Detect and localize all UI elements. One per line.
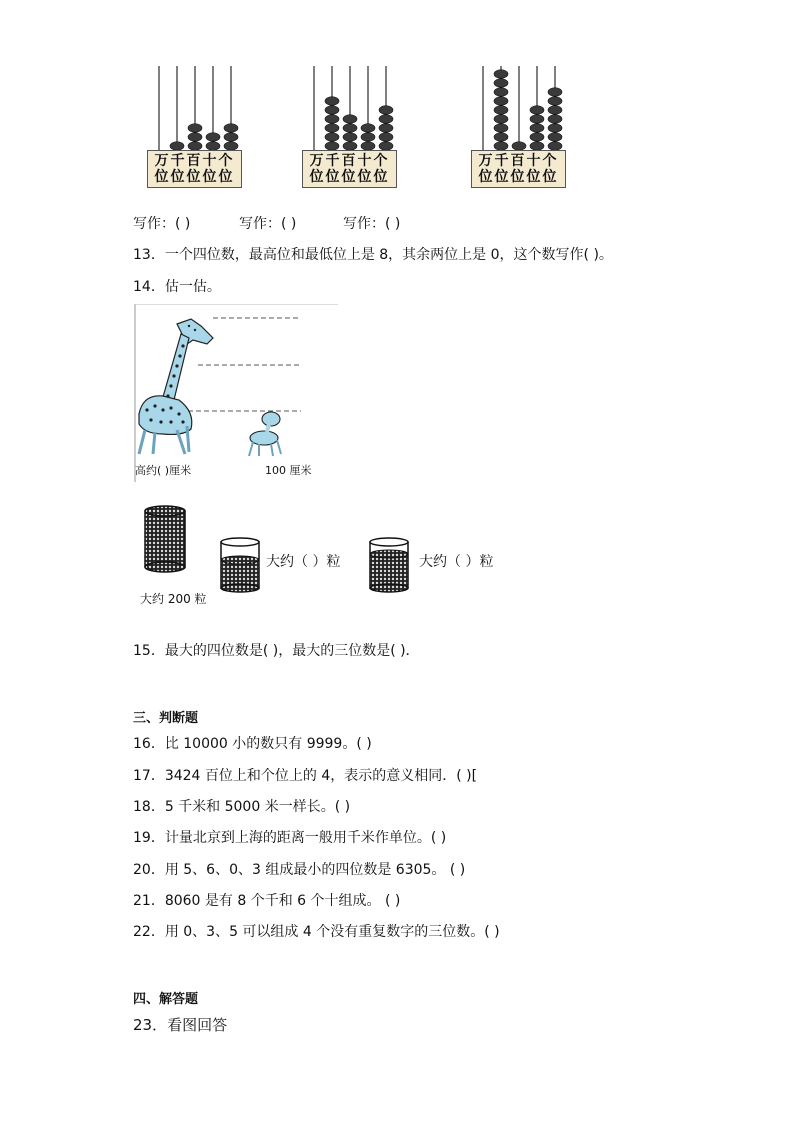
abacus-bead (530, 115, 544, 124)
jar-1-caption: 大约（ ）粒 (266, 554, 341, 570)
abacus-1 (147, 66, 242, 191)
abacus-bead (494, 97, 508, 106)
abacus-rods (147, 66, 242, 152)
section-3-title: 三、判断题 (133, 711, 199, 726)
abacus-2 (302, 66, 397, 191)
question-17: 17．3424 百位上和个位上的 4，表示的意义相同．( )[ (133, 768, 478, 784)
abacus-bead (361, 124, 375, 133)
abacus-bead (379, 115, 393, 124)
place-suffixes: 位位位位位 (154, 169, 235, 185)
abacus-place-label (147, 150, 242, 188)
abacus-bead (530, 133, 544, 142)
question-20: 20．用 5、6、0、3 组成最小的四位数是 6305。 ( ) (133, 862, 466, 878)
abacus-bead (343, 115, 357, 124)
place-suffixes: 位位位位位 (478, 169, 559, 185)
abacus-bead (224, 142, 238, 151)
write-answer-2: 写作：( ) (239, 216, 297, 232)
abacus-rods (302, 66, 397, 152)
abacus-bead (170, 142, 184, 151)
question-19: 19．计量北京到上海的距离一般用千米作单位。( ) (133, 830, 447, 846)
question-22: 22．用 0、3、5 可以组成 4 个没有重复数字的三位数。( ) (133, 924, 500, 940)
deer-icon (249, 412, 281, 456)
giraffe-deer-drawing (133, 304, 338, 482)
question-21: 21．8060 是有 8 个千和 6 个十组成。 ( ) (133, 893, 401, 909)
abacus-bead (548, 88, 562, 97)
jar-partial-icon (218, 537, 263, 593)
abacus-bead (343, 124, 357, 133)
abacus-bead (206, 142, 220, 151)
abacus-bead (494, 106, 508, 115)
abacus-bead (494, 88, 508, 97)
section-4-title: 四、解答题 (133, 992, 199, 1007)
abacus-bead (379, 124, 393, 133)
abacus-bead (325, 133, 339, 142)
abacus-bead (548, 97, 562, 106)
abacus-bead (548, 115, 562, 124)
abacus-bead (343, 142, 357, 151)
jar-2-caption: 大约（ ）粒 (419, 554, 494, 570)
abacus-bead (224, 124, 238, 133)
abacus-place-label (302, 150, 397, 188)
place-suffixes: 位位位位位 (309, 169, 390, 185)
abacus-bead (494, 70, 508, 79)
place-names: 万千百十个 (154, 153, 235, 169)
place-names: 万千百十个 (309, 153, 390, 169)
question-18: 18．5 千米和 5000 米一样长。( ) (133, 799, 351, 815)
abacus-bead (379, 133, 393, 142)
abacus-bead (494, 115, 508, 124)
abacus-bead (379, 142, 393, 151)
abacus-bead (494, 133, 508, 142)
abacus-bead (325, 115, 339, 124)
abacus-bead (361, 142, 375, 151)
abacus-bead (530, 106, 544, 115)
write-answer-3: 写作：( ) (343, 216, 401, 232)
abacus-bead (548, 133, 562, 142)
abacus-bead (494, 124, 508, 133)
giraffe-deer-illustration (133, 304, 338, 482)
question-23: 23．看图回答 (133, 1016, 228, 1034)
abacus-bead (325, 106, 339, 115)
abacus-bead (325, 97, 339, 106)
abacus-bead (530, 124, 544, 133)
giraffe-height-caption: 高约( )厘米 (135, 464, 192, 477)
jar-2 (367, 537, 412, 597)
abacus-place-label (471, 150, 566, 188)
abacus-bead (188, 142, 202, 151)
question-13: 13．一个四位数，最高位和最低位上是 8，其余两位上是 0，这个数写作( )。 (133, 247, 613, 263)
abacus-bead (206, 133, 220, 142)
abacus-bead (548, 142, 562, 151)
abacus-bead (188, 133, 202, 142)
abacus-bead (494, 79, 508, 88)
abacus-bead (512, 142, 526, 151)
place-names: 万千百十个 (478, 153, 559, 169)
jar-partial-icon (367, 537, 412, 593)
jar-1 (218, 537, 263, 597)
abacus-3 (471, 66, 566, 191)
write-answer-1: 写作：( ) (133, 216, 191, 232)
abacus-bead (325, 142, 339, 151)
jar-full-icon (140, 505, 190, 580)
abacus-bead (361, 133, 375, 142)
giraffe-icon (139, 319, 213, 454)
abacus-bead (494, 142, 508, 151)
deer-height-caption: 100 厘米 (265, 464, 312, 477)
abacus-bead (548, 124, 562, 133)
abacus-bead (343, 133, 357, 142)
abacus-bead (379, 106, 393, 115)
abacus-bead (548, 106, 562, 115)
abacus-bead (224, 133, 238, 142)
question-15: 15．最大的四位数是( )，最大的三位数是( )． (133, 643, 420, 659)
question-14: 14．估一估。 (133, 279, 221, 295)
abacus-bead (530, 142, 544, 151)
question-16: 16．比 10000 小的数只有 9999。( ) (133, 736, 372, 752)
abacus-bead (188, 124, 202, 133)
abacus-rods (471, 66, 566, 152)
jar-reference-caption: 大约 200 粒 (140, 592, 207, 606)
abacus-bead (325, 124, 339, 133)
